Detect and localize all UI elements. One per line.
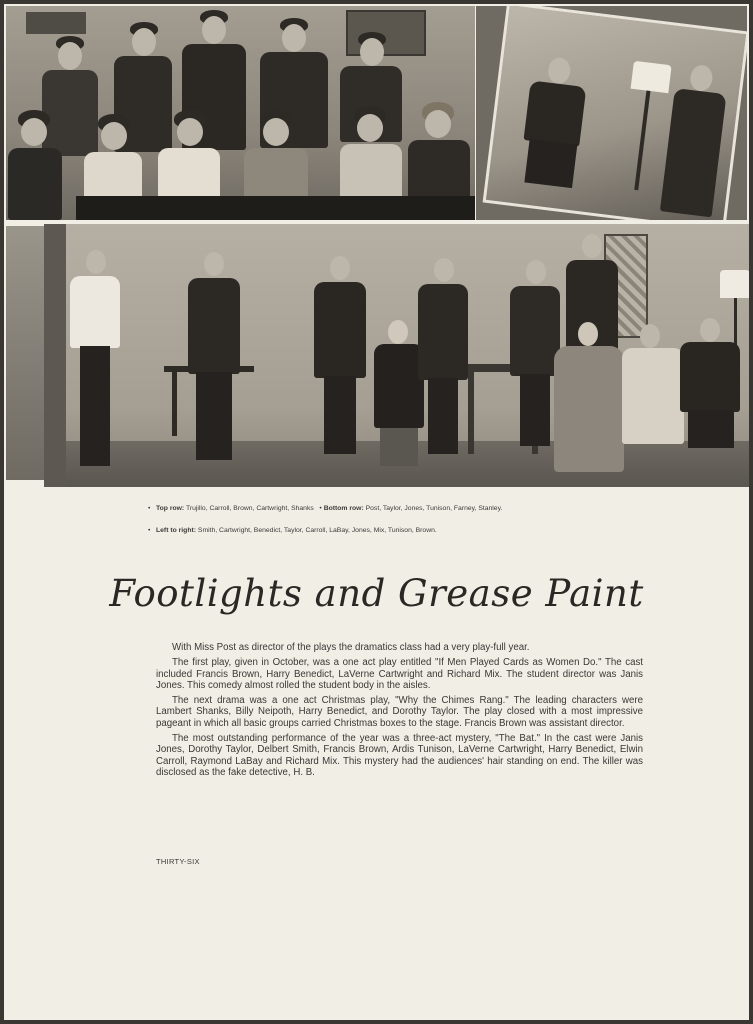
paragraph: The most outstanding performance of the year was a three-act mystery, "The Bat." In the cast were Janis Jones, Dorothy Taylor, Delbert Smith, Francis Brown, Ardis Tunison, LaVerne Cartwright, Harry Benedict, Elwin Carroll, Raymond LaBay and Richard Mix. This mystery had the audiences' hair standing on end. The killer was disclosed as the fake detective, H. B.	[156, 733, 643, 778]
photo-strip	[6, 226, 46, 480]
caption-group-photo: • Top row: Trujillo, Carroll, Brown, Cartwright, Shanks • Bottom row: Post, Taylor, Jones, Tunison, Farney, Stanley.	[148, 505, 503, 512]
article-body	[156, 642, 643, 782]
paragraph: With Miss Post as director of the plays the dramatics class had a very play-full year.	[172, 642, 530, 653]
paragraph: The next drama was a one act Christmas play, "Why the Chimes Rang." The leading characters were Lambert Shanks, Billy Neipoth, Harry Benedict, and Dorothy Taylor. The play closed with a most impressive pageant in which all basic groups carried Christmas boxes to the stage. Francis Brown was assistant director.	[156, 695, 643, 729]
page-number: THIRTY-SIX	[156, 857, 200, 866]
stage-photo	[44, 224, 749, 487]
caption-stage-photo: • Left to right: Smith, Cartwright, Benedict, Taylor, Carroll, LaBay, Jones, Mix, Tunison, Brown.	[148, 527, 437, 534]
paragraph: The first play, given in October, was a one act play entitled "If Men Played Cards as Women Do." The cast included Francis Brown, Harry Benedict, LaVerne Cartwright and Richard Mix. The student director was Janis Jones. This comedy almost rolled the student body in the aisles.	[156, 657, 643, 691]
page-title: Footlights and Grease Paint	[109, 572, 644, 615]
yearbook-page	[4, 4, 749, 1020]
scene-photo-small	[476, 6, 747, 220]
group-photo	[6, 6, 475, 220]
